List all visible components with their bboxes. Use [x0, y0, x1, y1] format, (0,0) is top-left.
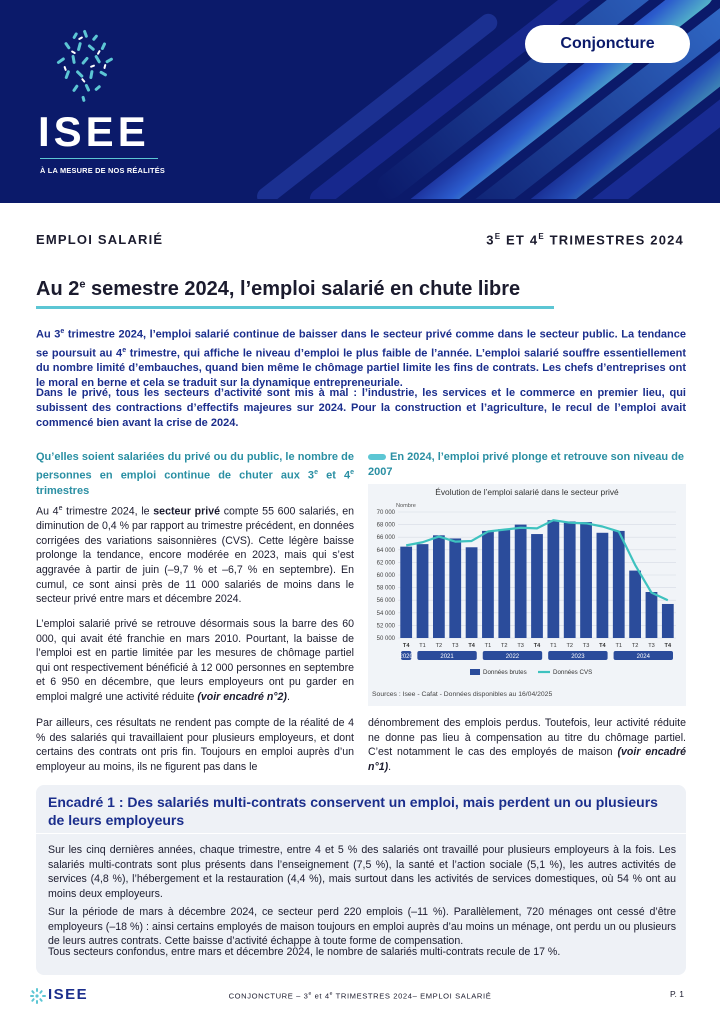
chart-year-label: 2023 — [571, 654, 585, 660]
chart-x-tick-label: T3 — [517, 643, 524, 649]
chart-heading: En 2024, l’emploi privé plonge et retrouve son niveau de 2007 — [368, 451, 685, 478]
chart-x-tick-label: T2 — [435, 643, 443, 649]
page-title: Au 2e semestre 2024, l’emploi salarié en chute libre — [36, 278, 521, 300]
box-reference-1: (voir encadré n°1) — [368, 746, 686, 773]
chart-x-tick-label: T1 — [550, 643, 557, 649]
chart-legend-label: Données CVS — [553, 669, 593, 676]
info-box-divider — [36, 833, 686, 834]
info-box-paragraph-3: Tous secteurs confondus, entre mars et décembre 2024, le nombre de salariés multi-contrats recule de 17 %. — [48, 946, 561, 958]
body-paragraph-2: L’emploi salarié privé se retrouve désormais sous la barre des 60 000, qui avait été franchie en mars 2010. Pourtant, la baisse de l’emploi est en partie limitée par les mesures de chômage partiel qui ont respectivement bénéficié à 12 000 personnes en septembre et 6 950 en décembre, que leurs employeurs ont pu garder en emploi malgré une activité réduite (voir encadré n°2). — [36, 618, 354, 703]
info-box-paragraph-1: Sur les cinq dernières années, chaque trimestre, entre 4 et 5 % des salariés ont travaillé pour plusieurs employeurs à la fois. Les salariés multi-contrats sont plus présents dans l’enseignement (7,5 %), la santé et l’action sociale (5,1 %), les autres activités de services (4,8 %), l’hébergement et la restauration (4,4 %), mais surtout dans les activités de services domestiques, où 54 % ont au moins deux employeurs. — [48, 844, 676, 900]
chart-bar — [629, 571, 641, 638]
chart-year-label: 2024 — [636, 654, 650, 660]
chart-legend-swatch-bars — [470, 669, 480, 675]
chart-y-tick-label: 66 000 — [376, 535, 395, 542]
chart-y-tick-label: 56 000 — [376, 598, 395, 605]
chart-x-tick-label: T4 — [402, 643, 410, 649]
chart-y-tick-label: 64 000 — [376, 547, 395, 554]
publication-type-badge: Conjoncture — [525, 25, 690, 63]
chart-panel — [368, 484, 686, 706]
footer-logo-icon — [30, 988, 46, 1004]
chart-year-label: 2022 — [505, 654, 520, 660]
chart-y-tick-label: 50 000 — [376, 636, 395, 642]
chart-x-tick-label: T2 — [566, 643, 573, 649]
chart-y-tick-label: 54 000 — [376, 610, 395, 617]
isee-logo-icon — [36, 28, 166, 108]
chart-bar — [417, 544, 429, 638]
chart-x-tick-label: T3 — [582, 643, 590, 649]
chart-bar — [646, 592, 658, 638]
chart-bar — [482, 531, 494, 638]
chart-bar — [564, 521, 576, 638]
header-banner — [0, 0, 720, 203]
logo-tagline: À LA MESURE DE NOS RÉALITÉS — [40, 166, 166, 175]
chart-y-tick-label: 68 000 — [376, 522, 395, 529]
chart-bar — [613, 531, 625, 638]
box-reference-2: (voir encadré n°2) — [197, 690, 287, 703]
chart-y-tick-label: 70 000 — [376, 510, 395, 516]
chart-legend-label: Données brutes — [483, 669, 527, 676]
chart-x-tick-label: T3 — [451, 643, 459, 649]
body-paragraph-3: Par ailleurs, ces résultats ne rendent pas compte de la réalité de 4 % des salariés qui travaillaient pour plusieurs employeurs, et dont certains des contrats ont pris fin. Toujours en emploi auprès d’un employeur au moins, ils ne figurent pas dans le — [36, 717, 354, 773]
intro-paragraph-1: Au 3e trimestre 2024, l’emploi salarié continue de baisser dans le secteur privé comme dans le secteur public. La tendance se poursuit au 4e trimestre, qui affiche le niveau d’emploi le plus faible de l’année. L’emploi salarié souffre essentiellement du nombre limité d’embauches, quand bien même le chômage partiel limite les fins de contrats. Les chefs d’entreprises ont le moral en berne et cela se traduit sur la dynamique entrepreneuriale. — [36, 328, 686, 390]
chart-bar — [400, 547, 412, 638]
chart-y-label: Nombre — [396, 503, 416, 509]
chart-title: Évolution de l’emploi salarié dans le secteur privé — [435, 487, 619, 497]
chart-y-tick-label: 58 000 — [376, 585, 395, 592]
logo-divider — [40, 158, 158, 159]
chart-x-tick-label: T4 — [599, 643, 606, 649]
chart-bar — [531, 534, 543, 638]
chart-bar — [515, 525, 527, 638]
chart-bar — [580, 522, 592, 638]
chart-y-tick-label: 60 000 — [376, 573, 395, 579]
info-box-1 — [36, 785, 686, 975]
info-box-paragraph-2: Sur la période de mars à décembre 2024, ce secteur perd 220 emplois (–11 %). Parallèlement, 720 ménages ont cessé d’être employeurs (–18 %) : ainsi certains employés de maison toujours en emploi auprès d’au moins un ménage, ont perdu un ou plusieurs de leurs autres contrats. Cette baisse d’activité échappe à toute forme de compensation. — [48, 906, 676, 948]
title-underline — [36, 306, 554, 309]
body-paragraph-1: Au 4e trimestre 2024, le secteur privé compte 55 600 salariés, en diminution de 0,4 % par rapport au trimestre précédent, en données corrigées des variations saisonnières (CVS). Cette légère baisse prolonge la tendance, encore modérée en 2023, mais qui s’est aggravée à partir de juin (–9,7 % et –6,7 % en septembre). En cumul, ce sont ainsi près de 11 000 salariés de moins dans le secteur privé entre mars et décembre 2024. — [36, 505, 355, 606]
chart-x-tick-label: T4 — [468, 643, 475, 649]
intro-paragraph-2: Dans le privé, tous les secteurs d’activité sont mis à mal : l’industrie, les services et le commerce en premier lieu, qui subissent des contractions d’effectifs majeures sur 2024. Pour la construction et l’agriculture, le recul de l’emploi avait commencé bien avant la crise de 2024. — [36, 387, 686, 429]
chart-bar — [449, 538, 461, 638]
chart-x-tick-label: T4 — [664, 643, 672, 649]
chart-source: Sources : Isee - Cafat - Données disponibles au 16/04/2025 — [372, 691, 553, 698]
chart-bar — [547, 520, 559, 638]
chart-x-tick-label: T3 — [648, 643, 655, 649]
chart-bar — [597, 533, 609, 638]
footer-logo-wordmark: ISEE — [48, 986, 89, 1003]
body-paragraph-4: dénombrement des emplois perdus. Toutefois, leur activité réduite ne donne pas lieu à compensation au titre du chômage partiel. C’est notamment le cas des employés de maison (voir encadré n°1). — [368, 717, 686, 773]
chart-year-label: 2021 — [440, 654, 454, 660]
chart-x-tick-label: T2 — [631, 643, 639, 649]
footer-running-title: CONJONCTURE – 3e et 4e TRIMESTRES 2024– EMPLOI SALARIÉ — [228, 991, 492, 1001]
section-lead: Qu’elles soient salariées du privé ou du public, le nombre de personnes en emploi continue de chuter aux 3e et 4e trimestres — [36, 451, 354, 497]
chart-bar — [433, 535, 445, 638]
chart-y-tick-label: 62 000 — [376, 560, 395, 567]
chart-y-tick-label: 52 000 — [376, 623, 395, 630]
chart-bar — [662, 604, 674, 638]
chart-x-tick-label: T4 — [533, 643, 541, 649]
page-number: P. 1 — [669, 989, 684, 999]
logo-wordmark: ISEE — [38, 108, 150, 155]
chart-x-tick-label: T2 — [501, 643, 508, 649]
info-box-title: Encadré 1 : Des salariés multi-contrats conservent un emploi, mais perdent un ou plusieurs de leurs employeurs — [48, 794, 658, 828]
heading-marker — [368, 454, 386, 460]
topic-label: EMPLOI SALARIÉ — [36, 232, 164, 247]
employment-chart — [368, 498, 686, 700]
chart-bar — [498, 529, 510, 638]
chart-x-tick-label: T1 — [484, 643, 492, 649]
period-label: $3^E$ ET $4^E$ TRIMESTRES 2024 — [486, 232, 684, 248]
chart-year-label: 2020 — [399, 654, 413, 660]
chart-x-tick-label: T1 — [419, 643, 426, 649]
chart-x-tick-label: T1 — [615, 643, 623, 649]
chart-bar — [466, 547, 478, 638]
